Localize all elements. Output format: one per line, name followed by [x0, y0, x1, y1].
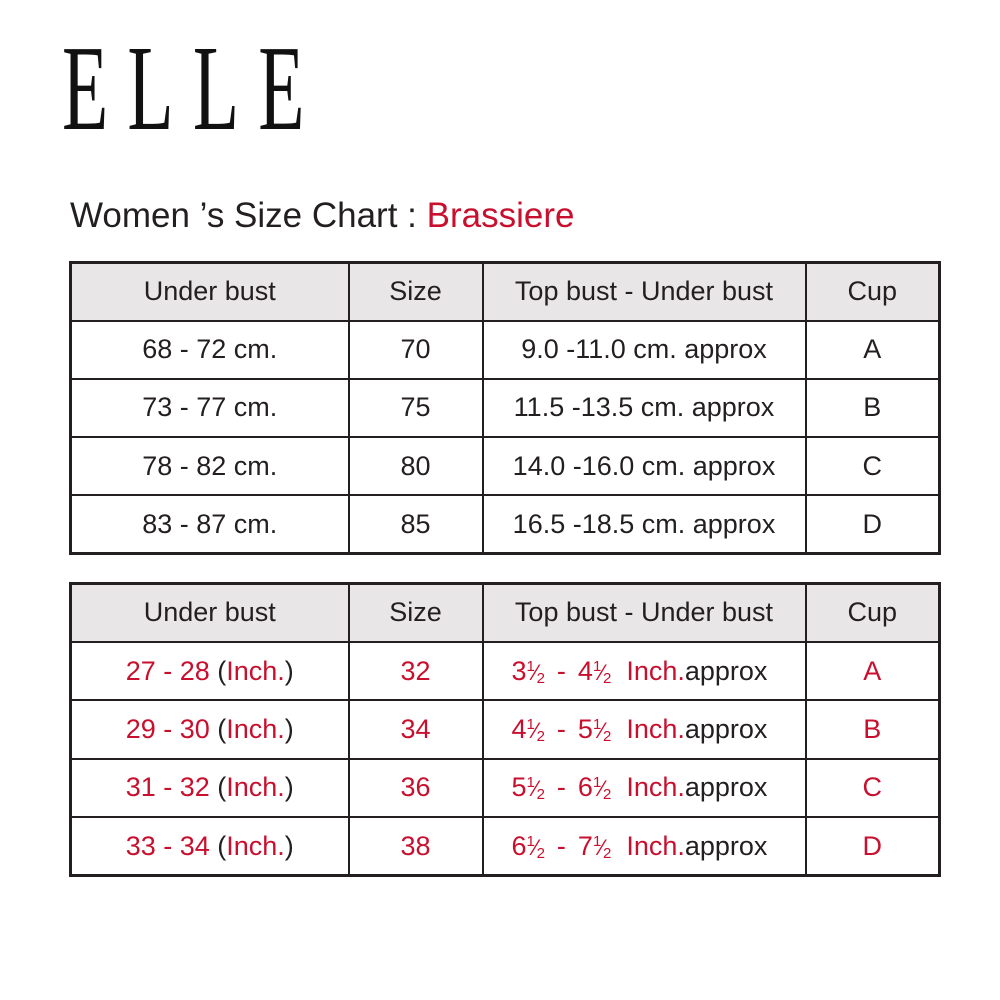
under-bust-cell [71, 642, 349, 700]
diff-high: 4 [577, 655, 593, 686]
diff-high: 5 [577, 713, 593, 744]
diff-low: 4 [511, 713, 527, 744]
size-cell: 38 [349, 817, 483, 875]
diff-dash: - [556, 655, 566, 686]
under-bust-cell: 78 - 82 cm. [71, 437, 349, 495]
under-bust-cell [71, 700, 349, 758]
under-bust-unit: Inch. [226, 713, 285, 744]
diff-unit: Inch. [626, 830, 685, 861]
close-paren: ) [284, 830, 294, 861]
diff-low: 6 [511, 830, 527, 861]
table-header-row [71, 584, 940, 642]
table-row [71, 642, 940, 700]
diff-high: 7 [577, 830, 593, 861]
half-fraction: $^1$⁄2 [526, 774, 545, 804]
close-paren: ) [284, 772, 294, 803]
half-fraction: $^1$⁄2 [526, 832, 545, 862]
diff-high: 6 [577, 772, 593, 803]
size-cell: 80 [349, 437, 483, 495]
size-table-cm [69, 261, 941, 555]
table-row [71, 700, 940, 758]
open-paren: ( [217, 655, 227, 686]
half-fraction: $^1$⁄2 [592, 774, 612, 804]
cup-cell: D [806, 817, 940, 875]
diff-low: 3 [511, 655, 527, 686]
size-cell: 34 [349, 700, 483, 758]
table-row [71, 759, 940, 817]
diff-unit: Inch. [626, 655, 685, 686]
approx-label: approx [684, 772, 768, 803]
half-fraction: $^1$⁄2 [592, 832, 612, 862]
close-paren: ) [284, 713, 294, 744]
under-bust-cell: 68 - 72 cm. [71, 321, 349, 379]
under-bust-cell [71, 817, 349, 875]
diff-dash: - [556, 713, 566, 744]
header-size: Size [349, 584, 483, 642]
size-cell: 32 [349, 642, 483, 700]
under-bust-range: 31 - 32 [125, 772, 218, 803]
under-bust-range: 33 - 34 [125, 830, 218, 861]
cup-cell: C [806, 759, 940, 817]
difference-cell: 11.5 -13.5 cm. approx [483, 379, 806, 437]
under-bust-unit: Inch. [226, 655, 285, 686]
half-fraction: $^1$⁄2 [592, 657, 612, 687]
under-bust-range: 29 - 30 [125, 713, 218, 744]
cup-cell: B [806, 700, 940, 758]
close-paren: ) [284, 655, 294, 686]
header-cup: Cup [806, 584, 940, 642]
difference-cell [483, 642, 806, 700]
difference-cell [483, 700, 806, 758]
title-prefix: Women ’s Size Chart : [70, 196, 427, 235]
elle-logo: ELLE [62, 21, 324, 156]
diff-dash: - [556, 772, 566, 803]
header-under-bust: Under bust [71, 263, 349, 321]
under-bust-cell [71, 759, 349, 817]
half-fraction: $^1$⁄2 [592, 715, 612, 745]
size-cell: 70 [349, 321, 483, 379]
cup-cell: B [806, 379, 940, 437]
diff-unit: Inch. [626, 772, 685, 803]
open-paren: ( [217, 713, 227, 744]
table-row [71, 437, 940, 495]
cup-cell: A [806, 642, 940, 700]
table-row [71, 495, 940, 553]
table-row [71, 379, 940, 437]
size-cell: 85 [349, 495, 483, 553]
size-table-inch [69, 582, 941, 877]
half-fraction: $^1$⁄2 [526, 657, 545, 687]
under-bust-unit: Inch. [226, 772, 285, 803]
header-top-minus-under: Top bust - Under bust [483, 584, 806, 642]
approx-label: approx [684, 830, 768, 861]
under-bust-range: 27 - 28 [125, 655, 218, 686]
under-bust-cell: 73 - 77 cm. [71, 379, 349, 437]
diff-dash: - [556, 830, 566, 861]
under-bust-unit: Inch. [226, 830, 285, 861]
diff-unit: Inch. [626, 713, 685, 744]
half-fraction: $^1$⁄2 [526, 715, 545, 745]
size-cell: 36 [349, 759, 483, 817]
open-paren: ( [217, 772, 227, 803]
size-cell: 75 [349, 379, 483, 437]
open-paren: ( [217, 830, 227, 861]
header-size: Size [349, 263, 483, 321]
table-row [71, 321, 940, 379]
difference-cell [483, 759, 806, 817]
under-bust-cell: 83 - 87 cm. [71, 495, 349, 553]
header-top-minus-under: Top bust - Under bust [483, 263, 806, 321]
cup-cell: C [806, 437, 940, 495]
header-cup: Cup [806, 263, 940, 321]
difference-cell: 14.0 -16.0 cm. approx [483, 437, 806, 495]
header-under-bust: Under bust [71, 584, 349, 642]
difference-cell: 16.5 -18.5 cm. approx [483, 495, 806, 553]
table-row [71, 817, 940, 875]
approx-label: approx [684, 713, 768, 744]
cup-cell: A [806, 321, 940, 379]
difference-cell [483, 817, 806, 875]
cup-cell: D [806, 495, 940, 553]
diff-low: 5 [511, 772, 527, 803]
title-category: Brassiere [426, 196, 575, 235]
approx-label: approx [684, 655, 768, 686]
table-header-row [71, 263, 940, 321]
difference-cell: 9.0 -11.0 cm. approx [483, 321, 806, 379]
page-title [70, 194, 574, 238]
